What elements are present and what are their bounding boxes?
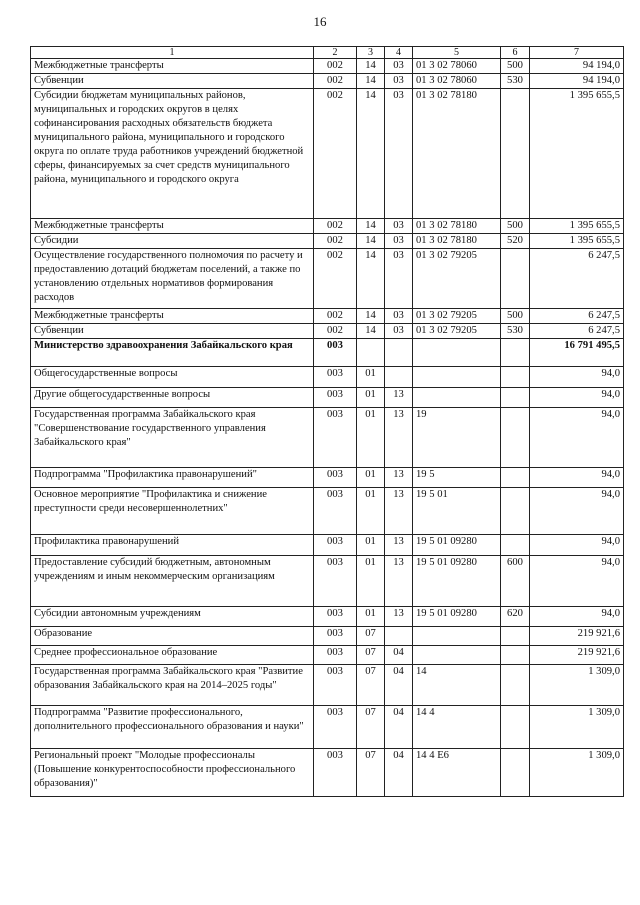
- section-code-cell: 07: [357, 749, 385, 797]
- expense-type-cell: 500: [501, 309, 530, 324]
- subsection-code-cell: 03: [385, 249, 413, 309]
- table-row: [31, 468, 624, 488]
- department-code-cell: 003: [314, 408, 357, 468]
- expense-type-cell: 600: [501, 556, 530, 607]
- subsection-code-cell: 03: [385, 89, 413, 219]
- table-row: [31, 408, 624, 468]
- column-header: 7: [530, 47, 624, 59]
- row-name-cell: Субвенции: [31, 324, 314, 339]
- amount-cell: 94,0: [530, 468, 624, 488]
- target-article-cell: [413, 339, 501, 367]
- table-row: [31, 249, 624, 309]
- section-code-cell: 07: [357, 665, 385, 706]
- row-name-cell: Субсидии: [31, 234, 314, 249]
- table-row: [31, 367, 624, 388]
- target-article-cell: [413, 646, 501, 665]
- amount-cell: 94,0: [530, 556, 624, 607]
- subsection-code-cell: [385, 627, 413, 646]
- row-name-cell: Межбюджетные трансферты: [31, 59, 314, 74]
- row-name-cell: Межбюджетные трансферты: [31, 219, 314, 234]
- department-code-cell: 003: [314, 556, 357, 607]
- expense-type-cell: [501, 367, 530, 388]
- amount-cell: 94,0: [530, 367, 624, 388]
- expense-type-cell: 620: [501, 607, 530, 627]
- expense-type-cell: 520: [501, 234, 530, 249]
- target-article-cell: 19 5 01 09280: [413, 607, 501, 627]
- row-name-cell: Подпрограмма "Развитие профессионального, дополнительного профессионального образования и науки": [31, 706, 314, 749]
- expense-type-cell: [501, 468, 530, 488]
- table-body: [31, 59, 624, 797]
- department-code-cell: 002: [314, 219, 357, 234]
- subsection-code-cell: 04: [385, 646, 413, 665]
- expense-type-cell: [501, 535, 530, 556]
- subsection-code-cell: 03: [385, 309, 413, 324]
- section-code-cell: 01: [357, 607, 385, 627]
- table-row: [31, 74, 624, 89]
- amount-cell: 94,0: [530, 607, 624, 627]
- subsection-code-cell: 04: [385, 665, 413, 706]
- column-header: 2: [314, 47, 357, 59]
- subsection-code-cell: [385, 367, 413, 388]
- table-row: [31, 234, 624, 249]
- table-row: [31, 535, 624, 556]
- section-code-cell: 14: [357, 59, 385, 74]
- department-code-cell: 003: [314, 646, 357, 665]
- amount-cell: 219 921,6: [530, 646, 624, 665]
- subsection-code-cell: 13: [385, 556, 413, 607]
- expense-type-cell: [501, 488, 530, 535]
- column-header: 6: [501, 47, 530, 59]
- amount-cell: 94 194,0: [530, 59, 624, 74]
- department-code-cell: 003: [314, 706, 357, 749]
- amount-cell: 1 309,0: [530, 706, 624, 749]
- table-row: [31, 665, 624, 706]
- table-row: [31, 324, 624, 339]
- table-row: [31, 749, 624, 797]
- table-row: [31, 706, 624, 749]
- target-article-cell: 19 5 01 09280: [413, 556, 501, 607]
- target-article-cell: [413, 627, 501, 646]
- row-name-cell: Подпрограмма "Профилактика правонарушений": [31, 468, 314, 488]
- row-name-cell: Осуществление государственного полномочия по расчету и предоставлению дотаций бюджетам поселений, а также по установлению отдельных нормативов формирования расходов: [31, 249, 314, 309]
- section-code-cell: 14: [357, 89, 385, 219]
- subsection-code-cell: 03: [385, 324, 413, 339]
- row-name-cell: Образование: [31, 627, 314, 646]
- budget-table: [30, 46, 624, 797]
- subsection-code-cell: 13: [385, 408, 413, 468]
- amount-cell: 94,0: [530, 408, 624, 468]
- subsection-code-cell: 13: [385, 468, 413, 488]
- table-row: [31, 488, 624, 535]
- expense-type-cell: [501, 646, 530, 665]
- expense-type-cell: 500: [501, 219, 530, 234]
- row-name-cell: Предоставление субсидий бюджетным, автономным учреждениям и иным некоммерческим организациям: [31, 556, 314, 607]
- department-code-cell: 003: [314, 749, 357, 797]
- amount-cell: 6 247,5: [530, 324, 624, 339]
- row-name-cell: Субсидии бюджетам муниципальных районов, муниципальных и городских округов в целях софинансирования расходных обязательств бюджета муниципального района, муниципального и городского округа по оплате труда работников учреждений бюджетной сферы, финансируемых за счет средств муниципального района, муниципального и городского округа: [31, 89, 314, 219]
- amount-cell: 94 194,0: [530, 74, 624, 89]
- row-name-cell: Общегосударственные вопросы: [31, 367, 314, 388]
- subsection-code-cell: [385, 339, 413, 367]
- target-article-cell: 01 3 02 78180: [413, 234, 501, 249]
- target-article-cell: 01 3 02 78180: [413, 219, 501, 234]
- section-code-cell: 01: [357, 535, 385, 556]
- section-code-cell: 14: [357, 249, 385, 309]
- expense-type-cell: 500: [501, 59, 530, 74]
- target-article-cell: 14 4: [413, 706, 501, 749]
- target-article-cell: 19 5 01 09280: [413, 535, 501, 556]
- row-name-cell: Основное мероприятие "Профилактика и снижение преступности среди несовершеннолетних": [31, 488, 314, 535]
- row-name-cell: Профилактика правонарушений: [31, 535, 314, 556]
- section-code-cell: 01: [357, 468, 385, 488]
- subsection-code-cell: 13: [385, 535, 413, 556]
- table-row: [31, 388, 624, 408]
- table-row: [31, 607, 624, 627]
- expense-type-cell: [501, 627, 530, 646]
- row-name-cell: Субсидии автономным учреждениям: [31, 607, 314, 627]
- department-code-cell: 003: [314, 388, 357, 408]
- expense-type-cell: [501, 89, 530, 219]
- column-header: 1: [31, 47, 314, 59]
- target-article-cell: [413, 367, 501, 388]
- section-code-cell: 07: [357, 646, 385, 665]
- department-code-cell: 003: [314, 488, 357, 535]
- column-header: 4: [385, 47, 413, 59]
- row-name-cell: Межбюджетные трансферты: [31, 309, 314, 324]
- expense-type-cell: 530: [501, 324, 530, 339]
- subsection-code-cell: 13: [385, 388, 413, 408]
- row-name-cell: Министерство здравоохранения Забайкальского края: [31, 339, 314, 367]
- department-code-cell: 003: [314, 468, 357, 488]
- subsection-code-cell: 03: [385, 219, 413, 234]
- target-article-cell: 19 5: [413, 468, 501, 488]
- column-header: 5: [413, 47, 501, 59]
- department-code-cell: 003: [314, 367, 357, 388]
- amount-cell: 16 791 495,5: [530, 339, 624, 367]
- expense-type-cell: [501, 339, 530, 367]
- section-code-cell: [357, 339, 385, 367]
- target-article-cell: 01 3 02 79205: [413, 309, 501, 324]
- target-article-cell: 01 3 02 78180: [413, 89, 501, 219]
- section-code-cell: 14: [357, 309, 385, 324]
- row-name-cell: Региональный проект "Молодые профессионалы (Повышение конкурентоспособности профессионального образования)": [31, 749, 314, 797]
- department-code-cell: 003: [314, 607, 357, 627]
- section-code-cell: 07: [357, 627, 385, 646]
- section-code-cell: 14: [357, 324, 385, 339]
- section-code-cell: 01: [357, 408, 385, 468]
- section-code-cell: 01: [357, 367, 385, 388]
- amount-cell: 1 395 655,5: [530, 234, 624, 249]
- target-article-cell: 19: [413, 408, 501, 468]
- expense-type-cell: 530: [501, 74, 530, 89]
- table-row: [31, 309, 624, 324]
- subsection-code-cell: 13: [385, 488, 413, 535]
- target-article-cell: 14: [413, 665, 501, 706]
- department-code-cell: 003: [314, 535, 357, 556]
- expense-type-cell: [501, 408, 530, 468]
- page-number: 16: [313, 14, 327, 29]
- target-article-cell: 01 3 02 79205: [413, 249, 501, 309]
- expense-type-cell: [501, 249, 530, 309]
- row-name-cell: Среднее профессиональное образование: [31, 646, 314, 665]
- target-article-cell: 01 3 02 78060: [413, 59, 501, 74]
- section-code-cell: 01: [357, 488, 385, 535]
- table-row: [31, 627, 624, 646]
- table-row: [31, 89, 624, 219]
- row-name-cell: Субвенции: [31, 74, 314, 89]
- department-code-cell: 002: [314, 249, 357, 309]
- department-code-cell: 002: [314, 59, 357, 74]
- subsection-code-cell: 03: [385, 234, 413, 249]
- target-article-cell: 01 3 02 79205: [413, 324, 501, 339]
- amount-cell: 1 309,0: [530, 665, 624, 706]
- section-code-cell: 14: [357, 74, 385, 89]
- department-code-cell: 002: [314, 324, 357, 339]
- target-article-cell: 14 4 E6: [413, 749, 501, 797]
- table-row: [31, 59, 624, 74]
- expense-type-cell: [501, 749, 530, 797]
- expense-type-cell: [501, 665, 530, 706]
- amount-cell: 1 309,0: [530, 749, 624, 797]
- amount-cell: 1 395 655,5: [530, 219, 624, 234]
- amount-cell: 1 395 655,5: [530, 89, 624, 219]
- expense-type-cell: [501, 388, 530, 408]
- section-code-cell: 14: [357, 219, 385, 234]
- department-code-cell: 003: [314, 339, 357, 367]
- amount-cell: 94,0: [530, 488, 624, 535]
- table-row: [31, 646, 624, 665]
- subsection-code-cell: 03: [385, 74, 413, 89]
- department-code-cell: 002: [314, 234, 357, 249]
- target-article-cell: 01 3 02 78060: [413, 74, 501, 89]
- section-code-cell: 01: [357, 388, 385, 408]
- subsection-code-cell: 03: [385, 59, 413, 74]
- section-code-cell: 01: [357, 556, 385, 607]
- amount-cell: 94,0: [530, 535, 624, 556]
- target-article-cell: 19 5 01: [413, 488, 501, 535]
- amount-cell: 6 247,5: [530, 249, 624, 309]
- department-code-cell: 003: [314, 627, 357, 646]
- section-code-cell: 14: [357, 234, 385, 249]
- subsection-code-cell: 13: [385, 607, 413, 627]
- subsection-code-cell: 04: [385, 749, 413, 797]
- subsection-code-cell: 04: [385, 706, 413, 749]
- section-code-cell: 07: [357, 706, 385, 749]
- table-row: [31, 339, 624, 367]
- row-name-cell: Государственная программа Забайкальского края "Развитие образования Забайкальского края на 2014–2025 годы": [31, 665, 314, 706]
- amount-cell: 6 247,5: [530, 309, 624, 324]
- row-name-cell: Государственная программа Забайкальского края "Совершенствование государственного управления Забайкальского края": [31, 408, 314, 468]
- amount-cell: 219 921,6: [530, 627, 624, 646]
- table-row: [31, 219, 624, 234]
- table-row: [31, 556, 624, 607]
- column-header: 3: [357, 47, 385, 59]
- department-code-cell: 002: [314, 309, 357, 324]
- department-code-cell: 003: [314, 665, 357, 706]
- expense-type-cell: [501, 706, 530, 749]
- amount-cell: 94,0: [530, 388, 624, 408]
- row-name-cell: Другие общегосударственные вопросы: [31, 388, 314, 408]
- department-code-cell: 002: [314, 89, 357, 219]
- department-code-cell: 002: [314, 74, 357, 89]
- table-header-row: [31, 47, 624, 59]
- target-article-cell: [413, 388, 501, 408]
